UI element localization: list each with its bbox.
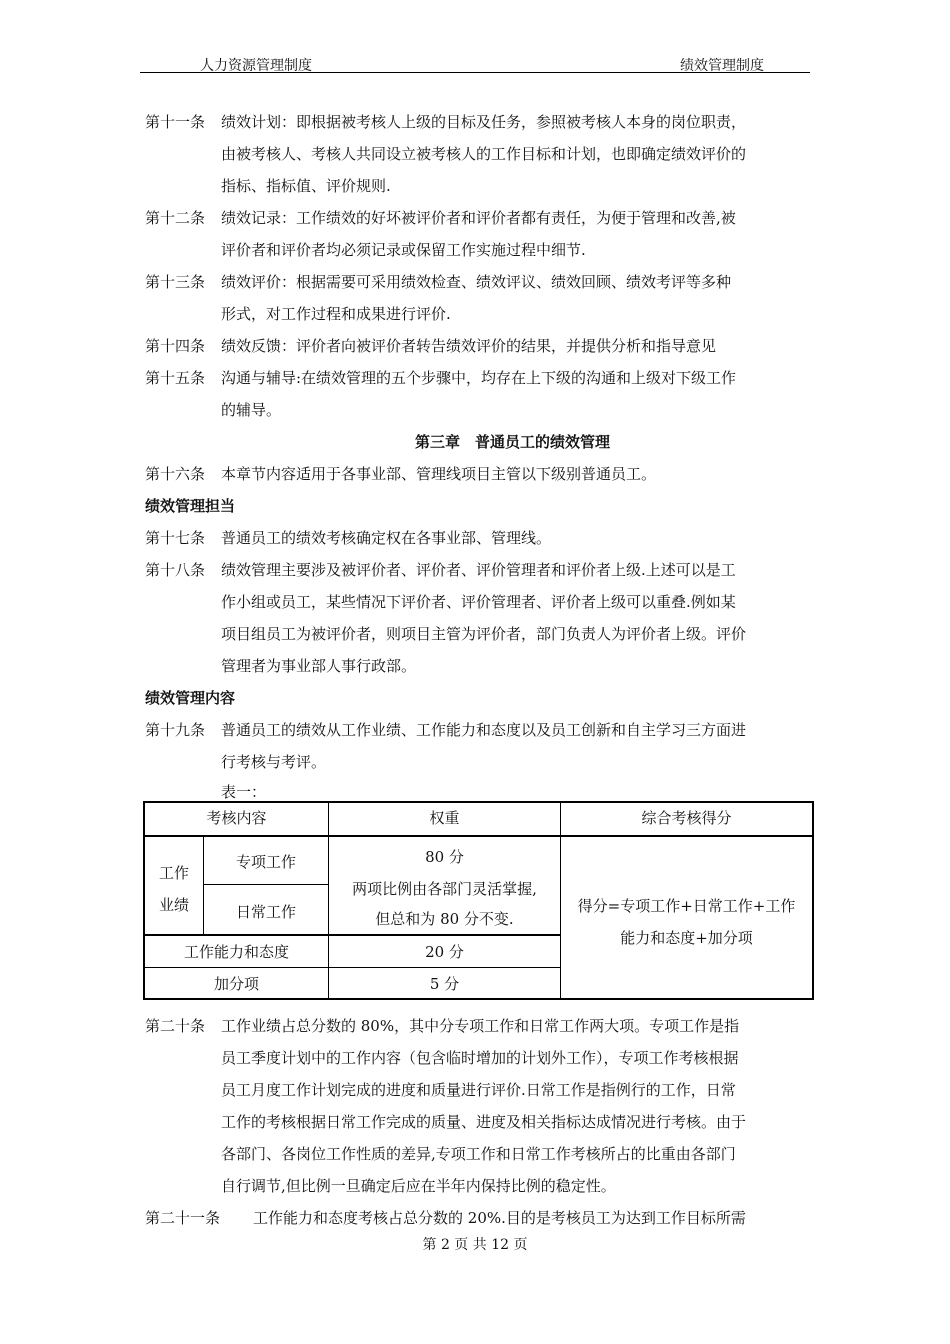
- table-row-daily-work: 日常工作: [235, 903, 296, 921]
- article-17-label: 第十七条: [145, 529, 206, 547]
- article-12-line-1: 绩效记录：工作绩效的好坏被评价者和评价者都有责任，为便于管理和改善,被: [221, 209, 736, 227]
- header-rule: [140, 72, 810, 73]
- table-header-content: 考核内容: [206, 809, 267, 827]
- article-16-line-1: 本章节内容适用于各事业部、管理线项目主管以下级别普通员工。: [221, 465, 657, 483]
- article-11-line-3: 指标、指标值、评价规则.: [221, 177, 391, 195]
- article-18-line-3: 项目组员工为被评价者，则项目主管为评价者，部门负责人为评价者上级。评价: [221, 625, 747, 643]
- article-11-line-2: 由被考核人、考核人共同设立被考核人的工作目标和计划，也即确定绩效评价的: [221, 145, 747, 163]
- table-group-label-line-2: 业绩: [158, 896, 189, 914]
- table-row-divider: [145, 835, 812, 837]
- article-14-line-1: 绩效反馈：评价者向被评价者转告绩效评价的结果，并提供分析和指导意见: [221, 337, 717, 355]
- article-20-line-1: 工作业绩占总分数的 80%，其中分专项工作和日常工作两大项。专项工作是指: [221, 1017, 740, 1035]
- article-12-label: 第十二条: [145, 209, 206, 227]
- article-11-label: 第十一条: [145, 113, 206, 131]
- table-row-divider: [203, 884, 328, 885]
- table-row-bonus: 加分项: [213, 975, 259, 993]
- article-18-label: 第十八条: [145, 561, 206, 579]
- table-header-score: 综合考核得分: [641, 809, 732, 827]
- table-row-special-work: 专项工作: [235, 853, 296, 871]
- article-15-label: 第十五条: [145, 369, 206, 387]
- article-18-line-1: 绩效管理主要涉及被评价者、评价者、评价管理者和评价者上级.上述可以是工: [221, 561, 736, 579]
- table-weight-ability: 20 分: [425, 943, 464, 961]
- table-group-label-line-1: 工作: [158, 864, 189, 882]
- table-row-divider: [145, 934, 561, 936]
- article-19-line-1: 普通员工的绩效从工作业绩、工作能力和态度以及员工创新和自主学习三方面进: [221, 721, 747, 739]
- header-left-title: 人力资源管理制度: [200, 58, 312, 74]
- section-heading-content: 绩效管理内容: [145, 689, 236, 707]
- article-16-label: 第十六条: [145, 465, 206, 483]
- article-13-line-1: 绩效评价：根据需要可采用绩效检查、绩效评议、绩效回顾、绩效考评等多种: [221, 273, 732, 291]
- article-19-line-2: 行考核与考评。: [221, 753, 327, 771]
- article-18-line-2: 作小组或员工，某些情况下评价者、评价管理者、评价者上级可以重叠.例如某: [221, 593, 736, 611]
- table-row-ability-attitude: 工作能力和态度: [183, 943, 289, 961]
- table-weight-note-line-1: 两项比例由各部门灵活掌握,: [352, 880, 537, 898]
- page-number-footer: 第 2 页 共 12 页: [422, 1237, 528, 1253]
- table-row-divider: [145, 967, 561, 968]
- article-18-line-4: 管理者为事业部人事行政部。: [221, 657, 417, 675]
- article-21-line-1: 工作能力和态度考核占总分数的 20%.目的是考核员工为达到工作目标所需: [253, 1209, 746, 1227]
- article-13-line-2: 形式，对工作过程和成果进行评价.: [221, 305, 451, 323]
- table-header-weight: 权重: [429, 809, 460, 827]
- article-21-label: 第二十一条: [145, 1209, 221, 1227]
- article-19-label: 第十九条: [145, 721, 206, 739]
- table-weight-note-line-2: 但总和为 80 分不变.: [375, 910, 514, 928]
- table-score-formula-line-2: 能力和态度+加分项: [620, 929, 753, 947]
- article-20-line-4: 工作的考核根据日常工作完成的质量、进度及相关指标达成情况进行考核。由于: [221, 1113, 747, 1131]
- table-score-formula-line-1: 得分=专项工作+日常工作+工作: [577, 897, 796, 915]
- article-20-line-6: 自行调节,但比例一旦确定后应在半年内保持比例的稳定性。: [221, 1177, 616, 1195]
- assessment-table: [143, 801, 814, 1000]
- article-20-label: 第二十条: [145, 1017, 206, 1035]
- header-right-title: 绩效管理制度: [680, 58, 764, 74]
- article-12-line-2: 评价者和评价者均必须记录或保留工作实施过程中细节.: [221, 241, 586, 259]
- table-weight-bonus: 5 分: [429, 975, 460, 993]
- table-weight-performance: 80 分: [425, 848, 464, 866]
- article-11-line-1: 绩效计划：即根据被考核人上级的目标及任务，参照被考核人本身的岗位职责，: [221, 113, 747, 131]
- article-15-line-2: 的辅导。: [221, 401, 282, 419]
- article-15-line-1: 沟通与辅导:在绩效管理的五个步骤中，均存在上下级的沟通和上级对下级工作: [221, 369, 737, 387]
- article-14-label: 第十四条: [145, 337, 206, 355]
- article-17-line-1: 普通员工的绩效考核确定权在各事业部、管理线。: [221, 529, 552, 547]
- chapter-title: 第三章 普通员工的绩效管理: [415, 433, 611, 451]
- article-20-line-5: 各部门、各岗位工作性质的差异,专项工作和日常工作考核所占的比重由各部门: [221, 1145, 736, 1163]
- article-13-label: 第十三条: [145, 273, 206, 291]
- table-caption: 表一：: [221, 783, 267, 801]
- article-20-line-2: 员工季度计划中的工作内容（包含临时增加的计划外工作），专项工作考核根据: [221, 1049, 739, 1067]
- article-20-line-3: 员工月度工作计划完成的进度和质量进行评价.日常工作是指例行的工作，日常: [221, 1081, 736, 1099]
- section-heading-responsibility: 绩效管理担当: [145, 497, 236, 515]
